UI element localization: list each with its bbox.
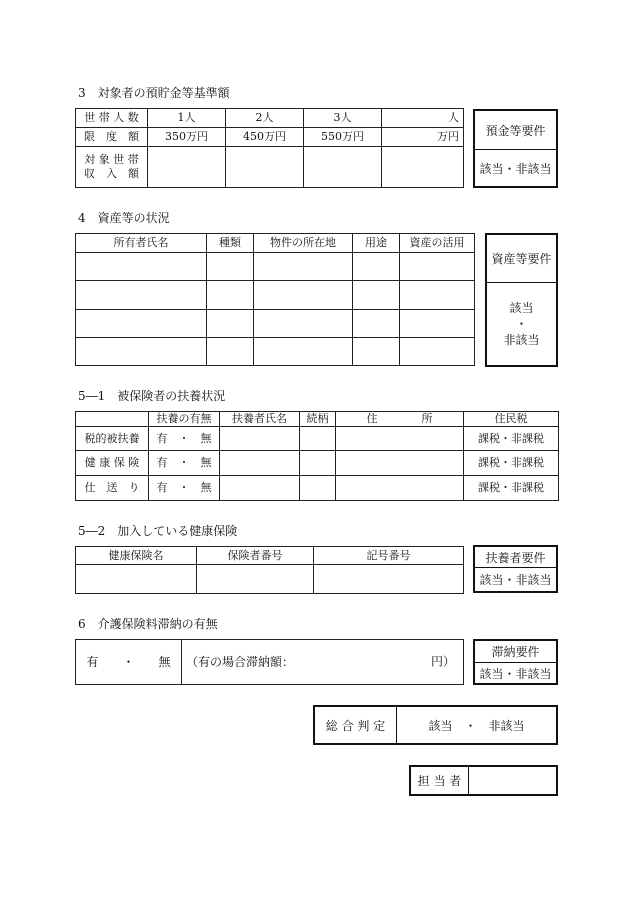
insurance-header-name: 健康保険名 (76, 547, 197, 565)
insurance-header-number: 保険者番号 (197, 547, 314, 565)
assets-requirement-title: 資産等要件 (491, 252, 552, 266)
household-2: 2人 (226, 109, 304, 128)
assets-requirement-box (485, 233, 558, 367)
target-income-label: 対 象 世 帯 収 入 額 (76, 147, 148, 188)
table-row (76, 309, 475, 337)
assets-header-owner: 所有者氏名 (76, 234, 207, 253)
table-row (76, 281, 475, 309)
overall-judgment-box (313, 705, 558, 745)
arrears-requirement-box (473, 639, 558, 685)
savings-requirement-value[interactable]: 該当・非該当 (479, 161, 552, 176)
supporter-requirement-title: 扶養者要件 (485, 550, 546, 565)
income-cell-3[interactable] (304, 147, 382, 188)
household-size-label: 世 帯 人 数 (76, 109, 148, 128)
arrears-yesno[interactable]: 有 ・ 無 (76, 640, 182, 685)
assets-table (75, 233, 475, 366)
assets-header-location: 物件の所在地 (254, 234, 353, 253)
dependents-header-blank (76, 412, 149, 427)
supporter-requirement-value[interactable]: 該当・非該当 (479, 573, 552, 587)
arrears-amount[interactable]: （有の場合滞納額： 円） (182, 640, 464, 685)
section3-title: 3 対象者の預貯金等基準額 (78, 86, 230, 100)
savings-standard-table (75, 108, 464, 188)
dependents-header-relation: 続柄 (300, 412, 336, 427)
table-row (76, 565, 464, 594)
limit-1: 350万円 (148, 128, 226, 147)
limit-label: 限 度 額 (76, 128, 148, 147)
dependents-header-resident-tax: 住民税 (464, 412, 559, 427)
household-1: 1人 (148, 109, 226, 128)
household-n: 人 (382, 109, 464, 128)
health-insurance-table (75, 546, 464, 594)
dependents-table (75, 411, 559, 501)
overall-judgment-value[interactable]: 該当 ・ 非該当 (428, 718, 525, 733)
table-row (76, 253, 475, 281)
section4-title: 4 資産等の状況 (78, 211, 170, 225)
limit-n: 万円 (382, 128, 464, 147)
assets-header-use: 用途 (353, 234, 400, 253)
assets-requirement-value[interactable]: 該当 ・ 非該当 (503, 300, 540, 348)
insurance-header-symbol: 記号番号 (314, 547, 464, 565)
section6-title: 6 介護保険料滞納の有無 (78, 617, 218, 631)
income-cell-1[interactable] (148, 147, 226, 188)
limit-2: 450万円 (226, 128, 304, 147)
section5-2-title: 5―2 加入している健康保険 (78, 524, 238, 538)
table-row: 健 康 保 険 有 ・ 無 課税・非課税 (76, 451, 559, 476)
table-row (76, 337, 475, 365)
table-row: 仕 送 り 有 ・ 無 課税・非課税 (76, 476, 559, 501)
assets-header-utilization: 資産の活用 (400, 234, 475, 253)
premium-arrears-table (75, 639, 464, 685)
arrears-requirement-title: 滞納要件 (491, 645, 540, 659)
income-cell-n[interactable] (382, 147, 464, 188)
income-cell-2[interactable] (226, 147, 304, 188)
staff-label: 担 当 者 (417, 774, 462, 788)
assets-header-type: 種類 (207, 234, 254, 253)
savings-requirement-box (473, 109, 558, 188)
dependents-header-supporter: 扶養者氏名 (220, 412, 300, 427)
dependents-header-address: 住 所 (336, 412, 464, 427)
overall-judgment-label: 総 合 判 定 (325, 718, 386, 733)
arrears-requirement-value[interactable]: 該当・非該当 (479, 666, 552, 681)
staff-box (409, 765, 558, 796)
limit-3: 550万円 (304, 128, 382, 147)
staff-input[interactable] (469, 767, 556, 794)
section5-1-title: 5―1 被保険者の扶養状況 (78, 389, 226, 403)
savings-requirement-title: 預金等要件 (485, 123, 546, 138)
dependents-header-presence: 扶養の有無 (149, 412, 220, 427)
household-3: 3人 (304, 109, 382, 128)
supporter-requirement-box (473, 545, 558, 593)
table-row: 税的被扶養 有 ・ 無 課税・非課税 (76, 427, 559, 451)
